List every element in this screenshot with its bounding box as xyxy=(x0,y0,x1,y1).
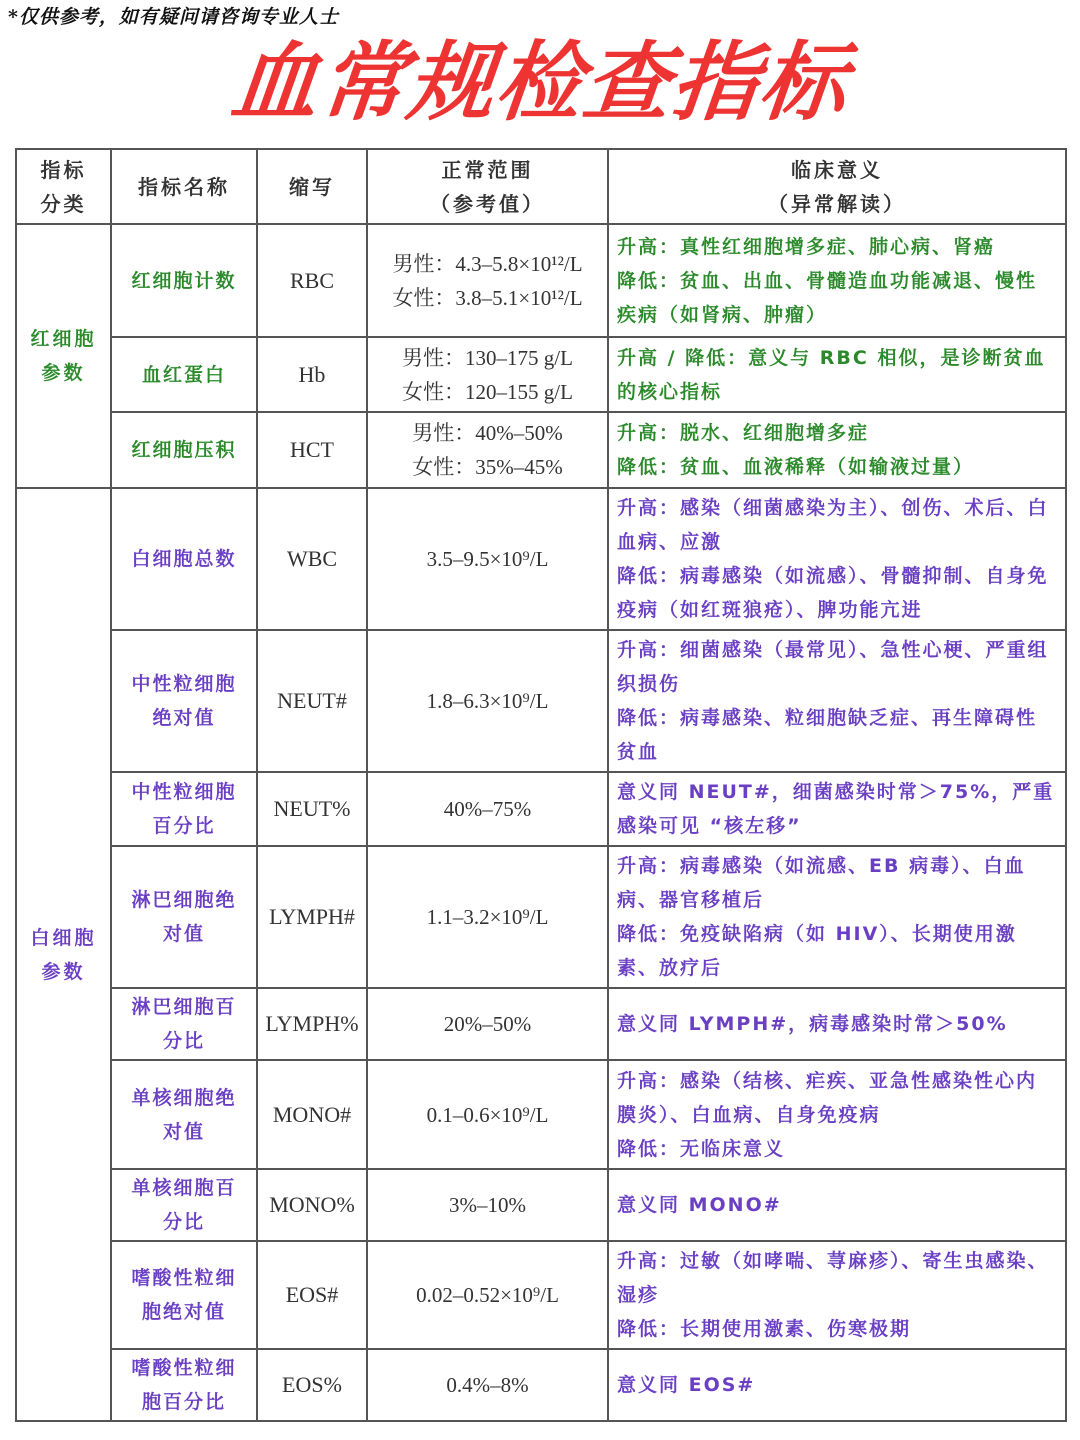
table-row-wbc xyxy=(16,488,1066,630)
category-wbc-params: 白细胞 参数 xyxy=(16,488,111,1421)
indicator-abbr: WBC xyxy=(257,488,367,630)
indicator-range: 3%–10% xyxy=(367,1169,608,1241)
indicator-significance: 升高：病毒感染（如流感、EB 病毒）、白血病、器官移植后 降低：免疫缺陷病（如 HIV）、长期使用激素、放疗后 xyxy=(608,846,1066,988)
indicator-significance: 意义同 NEUT#，细菌感染时常＞75%，严重感染可见 “核左移” xyxy=(608,772,1066,846)
indicator-name: 单核细胞百 分比 xyxy=(111,1169,257,1241)
indicator-abbr: LYMPH% xyxy=(257,988,367,1060)
header-significance: 临床意义 （异常解读） xyxy=(608,149,1066,224)
indicator-abbr: NEUT# xyxy=(257,630,367,772)
table-row-hb xyxy=(16,337,1066,412)
header-category: 指标 分类 xyxy=(16,149,111,224)
indicator-abbr: MONO# xyxy=(257,1060,367,1169)
table-row-neut-abs xyxy=(16,630,1066,772)
indicator-name: 淋巴细胞百 分比 xyxy=(111,988,257,1060)
indicator-name: 红细胞计数 xyxy=(111,224,257,337)
indicator-abbr: HCT xyxy=(257,412,367,488)
indicator-range: 20%–50% xyxy=(367,988,608,1060)
table-row-neut-pct xyxy=(16,772,1066,846)
table-row-eos-pct xyxy=(16,1349,1066,1421)
indicator-range: 0.1–0.6×10⁹/L xyxy=(367,1060,608,1169)
table-row-mono-abs xyxy=(16,1060,1066,1169)
indicator-range: 男性：4.3–5.8×10¹²/L 女性：3.8–5.1×10¹²/L xyxy=(367,224,608,337)
header-range: 正常范围 （参考值） xyxy=(367,149,608,224)
indicator-range: 0.02–0.52×10⁹/L xyxy=(367,1241,608,1349)
indicator-significance: 升高：细菌感染（最常见）、急性心梗、严重组织损伤 降低：病毒感染、粒细胞缺乏症、再生障碍性贫血 xyxy=(608,630,1066,772)
indicator-range: 男性：40%–50% 女性：35%–45% xyxy=(367,412,608,488)
indicator-significance: 升高：真性红细胞增多症、肺心病、肾癌 降低：贫血、出血、骨髓造血功能减退、慢性疾病（如肾病、肿瘤） xyxy=(608,224,1066,337)
header-name: 指标名称 xyxy=(111,149,257,224)
table-row-lymph-pct xyxy=(16,988,1066,1060)
indicator-range: 男性：130–175 g/L 女性：120–155 g/L xyxy=(367,337,608,412)
indicator-abbr: RBC xyxy=(257,224,367,337)
indicator-significance: 升高：过敏（如哮喘、荨麻疹）、寄生虫感染、湿疹 降低：长期使用激素、伤寒极期 xyxy=(608,1241,1066,1349)
indicator-range: 40%–75% xyxy=(367,772,608,846)
indicator-significance: 升高 / 降低：意义与 RBC 相似，是诊断贫血的核心指标 xyxy=(608,337,1066,412)
indicator-range: 1.8–6.3×10⁹/L xyxy=(367,630,608,772)
indicator-name: 白细胞总数 xyxy=(111,488,257,630)
indicator-name: 嗜酸性粒细 胞百分比 xyxy=(111,1349,257,1421)
header-row xyxy=(16,149,1066,224)
indicator-abbr: MONO% xyxy=(257,1169,367,1241)
indicator-abbr: NEUT% xyxy=(257,772,367,846)
indicator-name: 红细胞压积 xyxy=(111,412,257,488)
table-row-eos-abs xyxy=(16,1241,1066,1349)
indicator-name: 血红蛋白 xyxy=(111,337,257,412)
indicator-significance: 意义同 EOS# xyxy=(608,1349,1066,1421)
indicator-range: 0.4%–8% xyxy=(367,1349,608,1421)
indicator-abbr: EOS% xyxy=(257,1349,367,1421)
indicator-significance: 升高：脱水、红细胞增多症 降低：贫血、血液稀释（如输液过量） xyxy=(608,412,1066,488)
page-title: 血常规检查指标 xyxy=(226,33,854,133)
indicator-significance: 意义同 MONO# xyxy=(608,1169,1066,1241)
indicator-range: 1.1–3.2×10⁹/L xyxy=(367,846,608,988)
indicator-name: 淋巴细胞绝 对值 xyxy=(111,846,257,988)
table-row-rbc xyxy=(16,224,1066,337)
category-rbc-params: 红细胞 参数 xyxy=(16,224,111,488)
indicator-name: 中性粒细胞 绝对值 xyxy=(111,630,257,772)
indicator-name: 中性粒细胞 百分比 xyxy=(111,772,257,846)
indicator-abbr: LYMPH# xyxy=(257,846,367,988)
indicator-name: 嗜酸性粒细 胞绝对值 xyxy=(111,1241,257,1349)
indicator-name: 单核细胞绝 对值 xyxy=(111,1060,257,1169)
indicator-significance: 意义同 LYMPH#，病毒感染时常＞50% xyxy=(608,988,1066,1060)
indicator-abbr: Hb xyxy=(257,337,367,412)
indicator-significance: 升高：感染（结核、疟疾、亚急性感染性心内膜炎）、白血病、自身免疫病 降低：无临床意义 xyxy=(608,1060,1066,1169)
table-row-mono-pct xyxy=(16,1169,1066,1241)
table-row-lymph-abs xyxy=(16,846,1066,988)
disclaimer-text: *仅供参考，如有疑问请咨询专业人士 xyxy=(8,6,339,28)
indicator-range: 3.5–9.5×10⁹/L xyxy=(367,488,608,630)
table-row-hct xyxy=(16,412,1066,488)
indicator-abbr: EOS# xyxy=(257,1241,367,1349)
indicator-significance: 升高：感染（细菌感染为主）、创伤、术后、白血病、应激 降低：病毒感染（如流感）、骨髓抑制、自身免疫病（如红斑狼疮）、脾功能亢进 xyxy=(608,488,1066,630)
header-abbr: 缩写 xyxy=(257,149,367,224)
blood-test-table xyxy=(15,148,1067,1422)
